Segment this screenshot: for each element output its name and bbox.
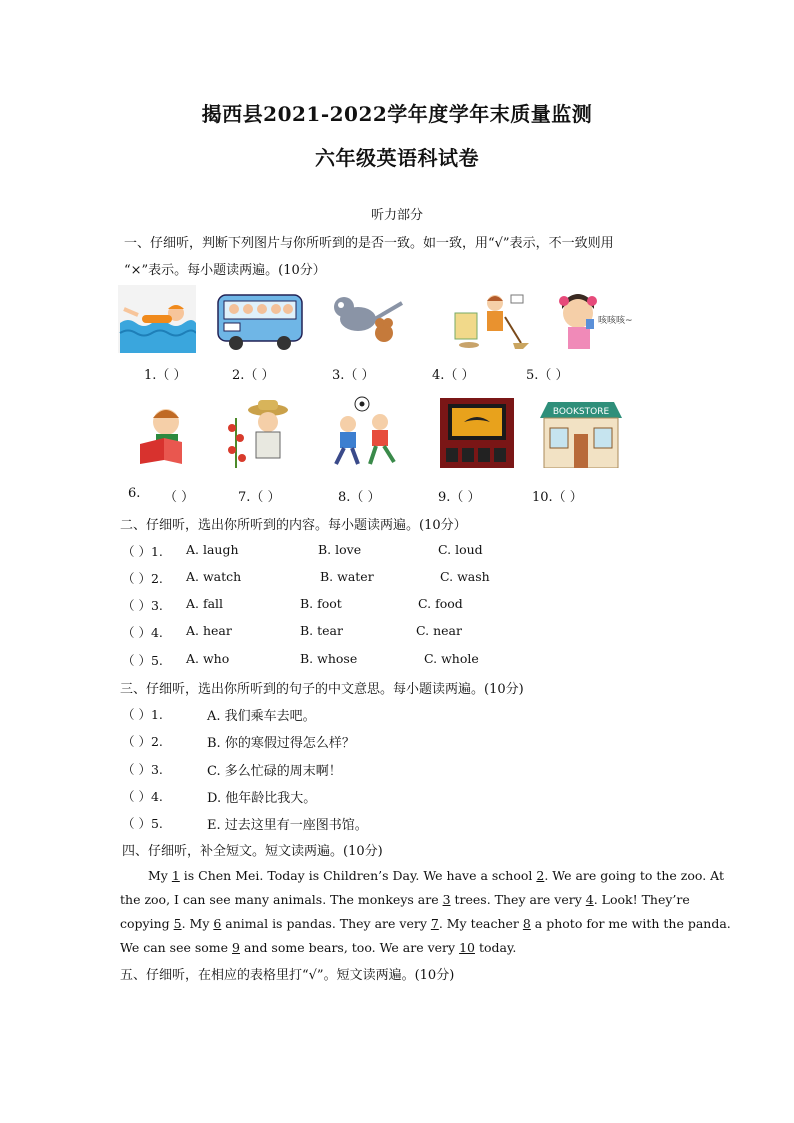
part2-q1-option-b: B. love: [318, 542, 362, 557]
q6-label: 6.: [128, 486, 141, 501]
q1-label: 1.（ ）: [144, 368, 187, 383]
part2-q3-option-a: A. fall: [186, 596, 224, 611]
swimmer-icon: [118, 285, 196, 353]
passage-text: My: [148, 868, 172, 883]
passage-text: the zoo, I can see many animals. The monkeys are: [120, 892, 443, 907]
part2-q4-number: （ ）4.: [122, 625, 163, 640]
passage-line-2: [120, 892, 690, 907]
part2-q5-option-c: C. whole: [424, 651, 479, 666]
part1-instruction-line1: 一、仔细听，判断下列图片与你所听到的是否一致。如一致，用“√”表示，不一致则用: [124, 236, 614, 251]
part2-instruction: 二、仔细听，选出你所听到的内容。每小题读两遍。(10分）: [120, 518, 467, 533]
blank-2: 2: [536, 868, 545, 883]
coughing-girl-icon: [548, 289, 640, 353]
part2-q3-option-b: B. foot: [300, 596, 342, 611]
blank-8: 8: [522, 916, 531, 931]
passage-line-4: [120, 940, 516, 955]
bus-icon: [214, 285, 306, 353]
passage-line-1: [148, 868, 724, 883]
part3-q3-number: （ ）3.: [122, 762, 163, 777]
part2-q1-option-c: C. loud: [438, 542, 483, 557]
blank-1: 1: [171, 868, 180, 883]
part2-q4-option-b: B. tear: [300, 623, 343, 638]
part3-option-a: A. 我们乘车去吧。: [207, 709, 316, 724]
reading-boy-icon: [134, 402, 194, 468]
part4-instruction: 四、仔细听，补全短文。短文读两遍。(10分): [122, 844, 383, 859]
passage-text: is Chen Mei. Today is Children’s Day. We have a school: [179, 868, 537, 883]
football-kids-icon: [328, 396, 404, 470]
part2-q2-option-c: C. wash: [440, 569, 490, 584]
blank-10: 10: [459, 940, 475, 955]
passage-text: . My teacher: [438, 916, 523, 931]
q4-label: 4.（ ）: [432, 368, 475, 383]
q8-label: 8.（ ）: [338, 490, 381, 505]
part3-q1-number: （ ）1.: [122, 707, 163, 722]
part2-q4-option-a: A. hear: [186, 623, 232, 638]
bookstore-sign: BOOKSTORE: [552, 407, 610, 417]
passage-line-3: [120, 916, 731, 931]
blank-9: 9: [232, 940, 240, 955]
part2-q2-option-a: A. watch: [186, 569, 242, 584]
passage-text: . My: [181, 916, 214, 931]
passage-text: and some bears, too. We are very: [239, 940, 460, 955]
part3-instruction: 三、仔细听，选出你所听到的句子的中文意思。每小题读两遍。(10分): [120, 682, 524, 697]
section-heading: 听力部分: [370, 208, 423, 223]
exam-title: 揭西县2021-2022学年度学年末质量监测: [201, 102, 593, 126]
cough-text: 咳咳咳~: [598, 316, 633, 326]
part2-q2-number: （ ）2.: [122, 571, 163, 586]
part2-q5-number: （ ）5.: [122, 653, 163, 668]
part2-q3-option-c: C. food: [418, 596, 463, 611]
part1-instruction-line2: “×”表示。每小题读两遍。(10分）: [124, 263, 326, 278]
part3-option-d: D. 他年龄比我大。: [207, 791, 317, 806]
part3-option-b: B. 你的寒假过得怎么样？: [207, 736, 355, 751]
farmer-icon: [222, 398, 298, 470]
part2-q5-option-b: B. whose: [300, 651, 358, 666]
sweeping-girl-icon: [443, 289, 529, 351]
part3-option-c: C. 多么忙碌的周末啊！: [207, 764, 342, 779]
passage-text: a photo for me with the panda.: [530, 916, 731, 931]
blank-7: 7: [430, 916, 439, 931]
blank-4: 4: [585, 892, 594, 907]
blank-6: 6: [213, 916, 222, 931]
part5-instruction: 五、仔细听，在相应的表格里打“√”。短文读两遍。(10分): [120, 968, 455, 983]
passage-text: . We are going to the zoo. At: [544, 868, 724, 883]
exam-subtitle: 六年级英语科试卷: [315, 146, 479, 170]
cinema-icon: [440, 398, 514, 468]
passage-text: today.: [474, 940, 517, 955]
part3-q5-number: （ ）5.: [122, 816, 163, 831]
part2-q1-option-a: A. laugh: [186, 542, 239, 557]
q10-label: 10.（ ）: [532, 490, 583, 505]
q7-label: 7.（ ）: [238, 490, 281, 505]
part2-q4-option-c: C. near: [416, 623, 462, 638]
part2-q5-option-a: A. who: [186, 651, 230, 666]
passage-text: trees. They are very: [450, 892, 586, 907]
passage-text: copying: [120, 916, 174, 931]
q5-label: 5.（ ）: [526, 368, 569, 383]
q6-bracket: （ ）: [164, 490, 195, 505]
bookstore-icon: [540, 400, 622, 468]
passage-text: . Look! They’re: [593, 892, 690, 907]
q9-label: 9.（ ）: [438, 490, 481, 505]
blank-3: 3: [442, 892, 451, 907]
part3-q2-number: （ ）2.: [122, 734, 163, 749]
blank-5: 5: [173, 916, 182, 931]
passage-text: We can see some: [120, 940, 233, 955]
cat-mouse-icon: [328, 289, 412, 351]
part2-q2-option-b: B. water: [320, 569, 374, 584]
part3-option-e: E. 过去这里有一座图书馆。: [207, 818, 368, 833]
passage-text: animal is pandas. They are very: [221, 916, 431, 931]
q2-label: 2.（ ）: [232, 368, 275, 383]
part2-q3-number: （ ）3.: [122, 598, 163, 613]
part3-q4-number: （ ）4.: [122, 789, 163, 804]
q3-label: 3.（ ）: [332, 368, 375, 383]
part2-q1-number: （ ）1.: [122, 544, 163, 559]
